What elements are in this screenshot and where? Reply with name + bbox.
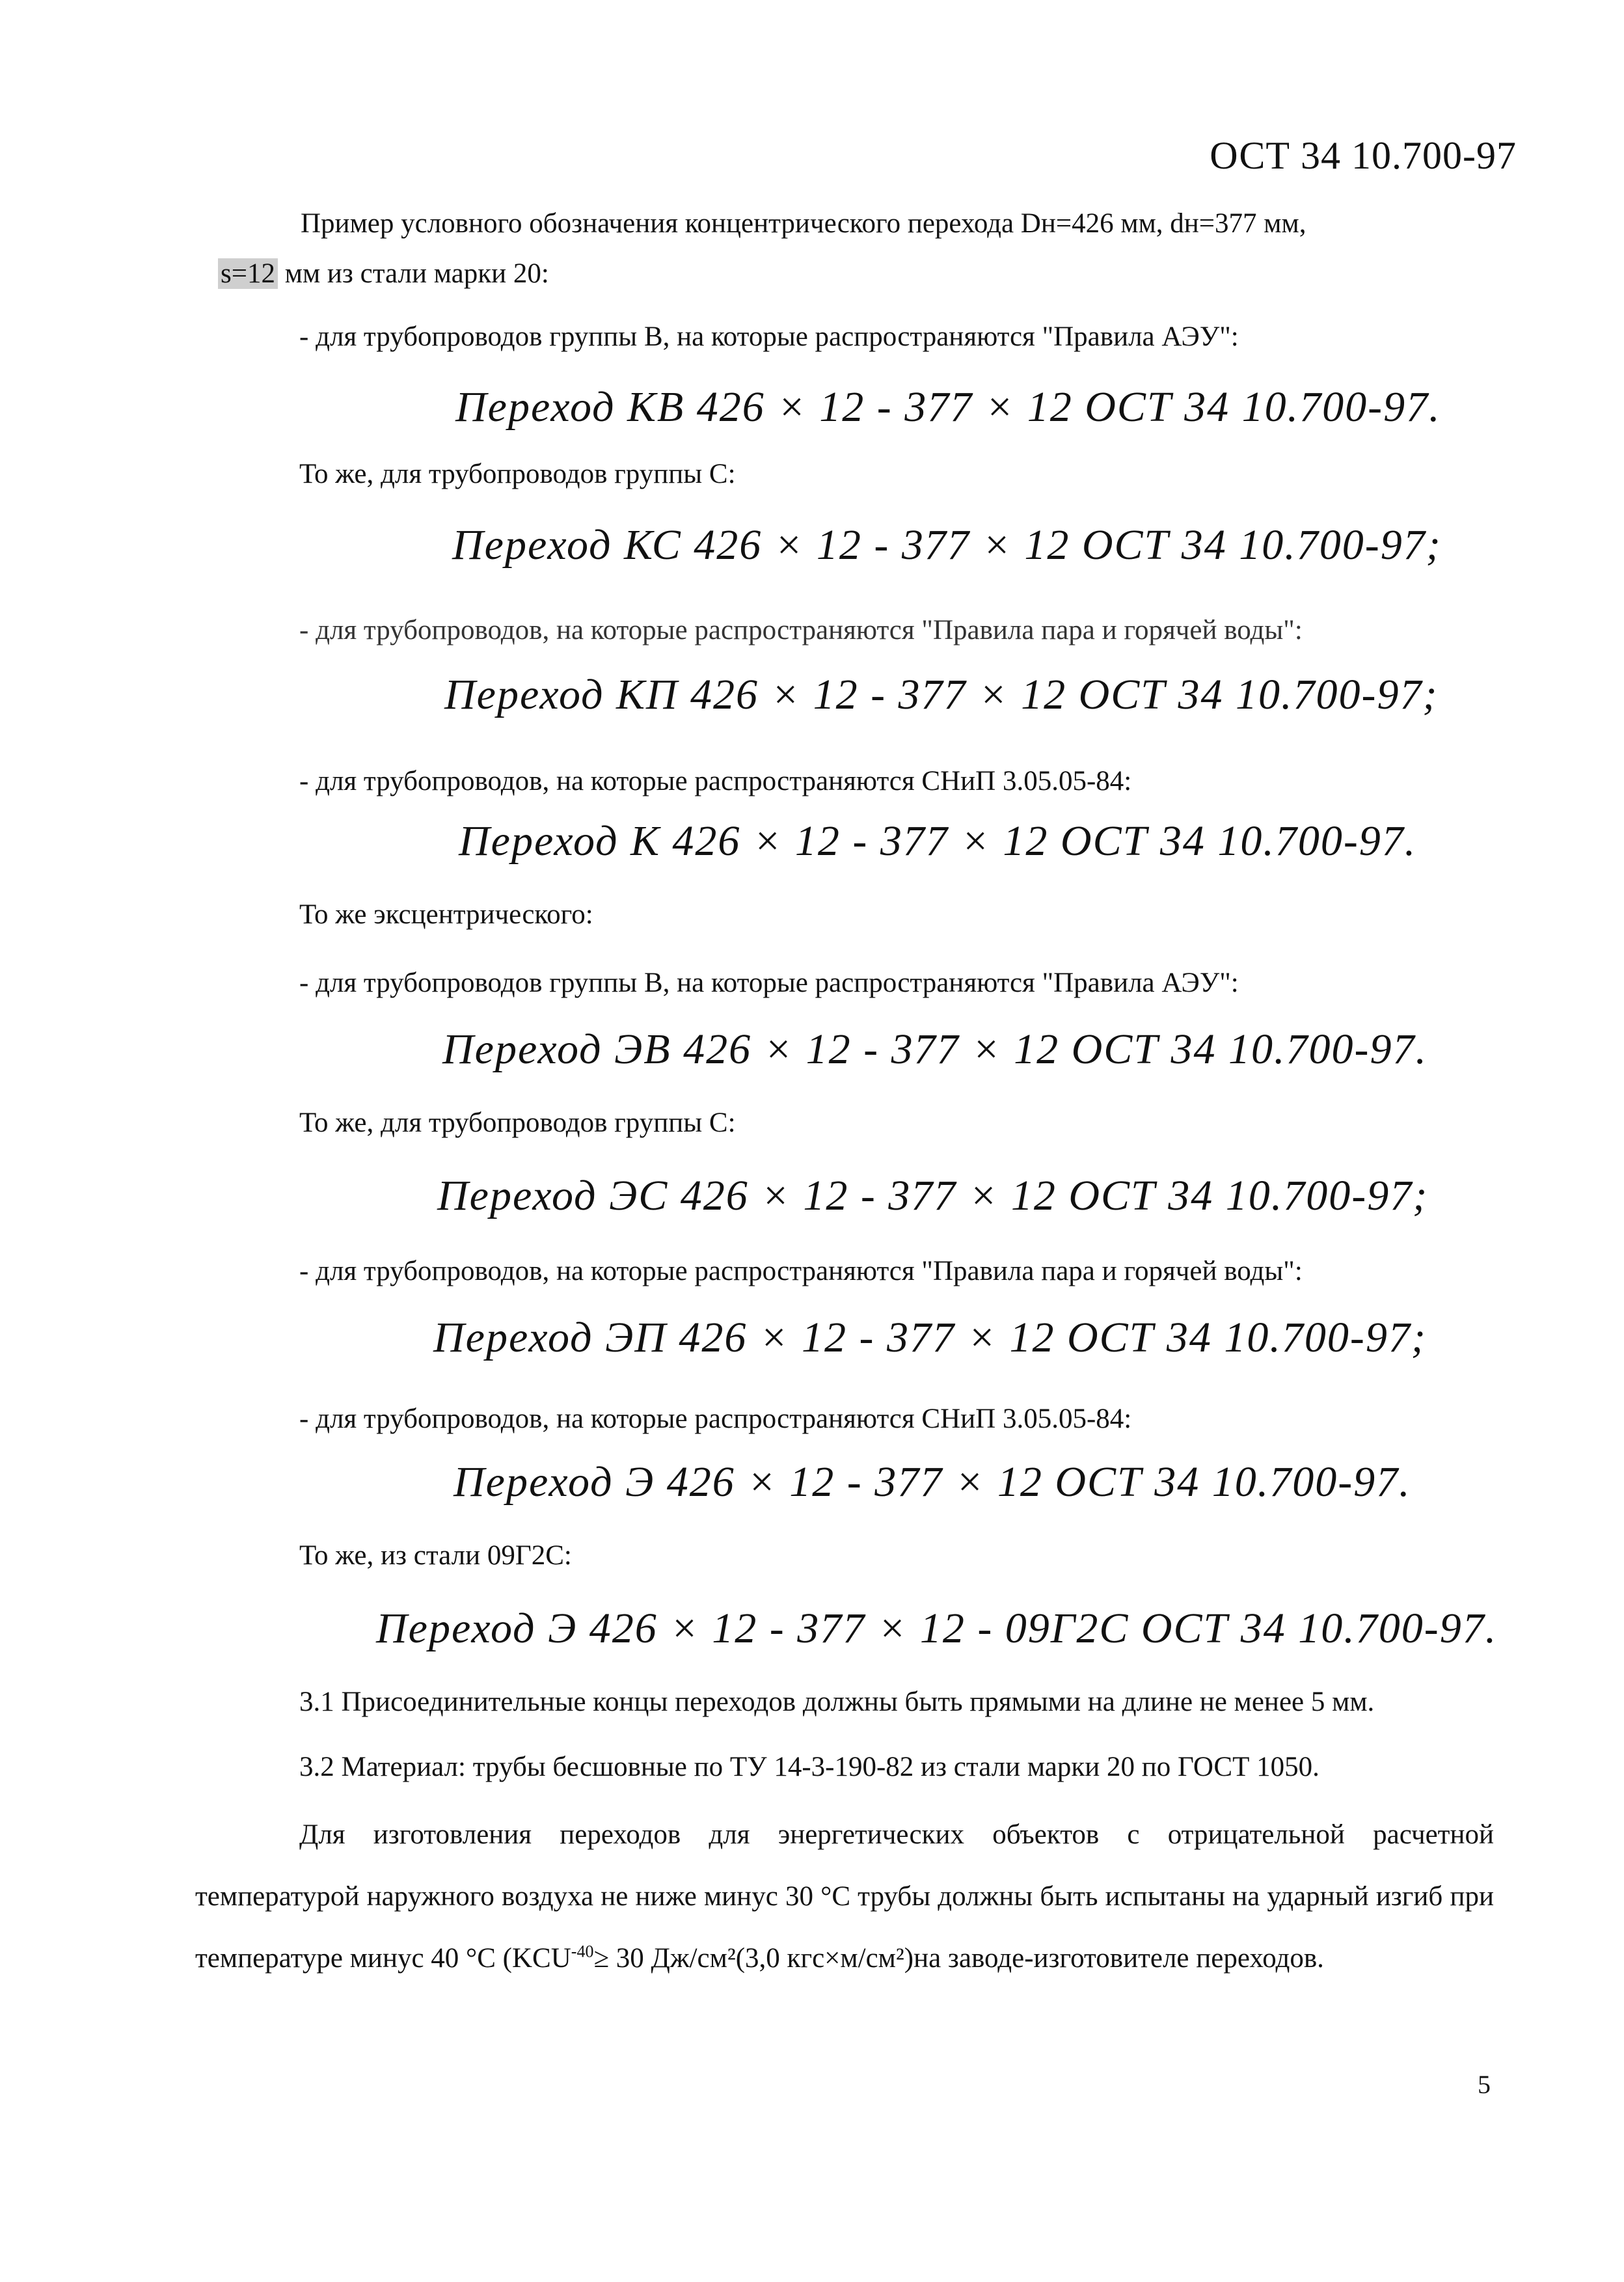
designation-example: Переход КП 426 × 12 - 377 × 12 ОСТ 34 10.700-97; xyxy=(444,671,1439,718)
clause-3-2: 3.2 Материал: трубы бесшовные по ТУ 14-3-190-82 из стали марки 20 по ГОСТ 1050. xyxy=(299,1752,1320,1782)
intro-line-1: Пример условного обозначения концентрического перехода Dн=426 мм, dн=377 мм, xyxy=(301,208,1306,239)
impact-test-text-1: Для изготовления переходов для энергетических объектов с отрицательной расчетной температурой наружного воздуха не ниже минус 30 °С трубы должны быть испытаны на ударный изгиб при температуре минус 40 °С (KCU xyxy=(195,1819,1494,1974)
designation-example: Переход ЭВ 426 × 12 - 377 × 12 ОСТ 34 10.700-97. xyxy=(442,1026,1428,1073)
impact-test-text-2: ≥ 30 Дж/см²(3,0 кгс×м/см²)на заводе-изготовителе переходов. xyxy=(593,1943,1324,1974)
designation-example: Переход КС 426 × 12 - 377 × 12 ОСТ 34 10.700-97; xyxy=(452,521,1442,569)
designation-example: Переход К 426 × 12 - 377 × 12 ОСТ 34 10.700-97. xyxy=(459,817,1417,865)
item-text: То же, из стали 09Г2С: xyxy=(299,1540,572,1571)
designation-example: Переход ЭП 426 × 12 - 377 × 12 ОСТ 34 10.700-97; xyxy=(433,1314,1427,1361)
designation-example: Переход Э 426 × 12 - 377 × 12 - 09Г2С ОСТ 34 10.700-97. xyxy=(376,1605,1498,1652)
item-text: То же эксцентрического: xyxy=(299,899,593,930)
item-text: То же, для трубопроводов группы С: xyxy=(299,1107,736,1138)
page-number: 5 xyxy=(1478,2070,1491,2099)
item-text: - для трубопроводов, на которые распространяются СНиП 3.05.05-84: xyxy=(299,766,1132,796)
document-code: ОСТ 34 10.700-97 xyxy=(1210,134,1517,177)
item-text: - для трубопроводов, на которые распространяются "Правила пара и горячей воды": xyxy=(299,1256,1303,1286)
intro-line-2 xyxy=(218,257,1500,291)
s-thickness-mark: s=12 xyxy=(218,258,278,289)
designation-example: Переход Э 426 × 12 - 377 × 12 ОСТ 34 10.700-97. xyxy=(453,1458,1411,1506)
item-text: - для трубопроводов, на которые распространяются "Правила пара и горячей воды": xyxy=(299,615,1303,645)
clause-3-1: 3.1 Присоединительные концы переходов должны быть прямыми на длине не менее 5 мм. xyxy=(299,1687,1375,1717)
designation-example: Переход ЭС 426 × 12 - 377 × 12 ОСТ 34 10.700-97; xyxy=(437,1172,1429,1219)
item-text: - для трубопроводов группы В, на которые распространяются "Правила АЭУ": xyxy=(299,968,1239,998)
item-text: - для трубопроводов группы В, на которые распространяются "Правила АЭУ": xyxy=(299,321,1239,352)
item-text: - для трубопроводов, на которые распространяются СНиП 3.05.05-84: xyxy=(299,1404,1132,1434)
item-text: То же, для трубопроводов группы С: xyxy=(299,459,736,489)
kcu-superscript: -40 xyxy=(571,1942,594,1961)
impact-test-paragraph xyxy=(195,1804,1494,1989)
designation-example: Переход КВ 426 × 12 - 377 × 12 ОСТ 34 10.700-97. xyxy=(455,383,1441,431)
intro-line-2-rest: мм из стали марки 20: xyxy=(277,258,549,289)
